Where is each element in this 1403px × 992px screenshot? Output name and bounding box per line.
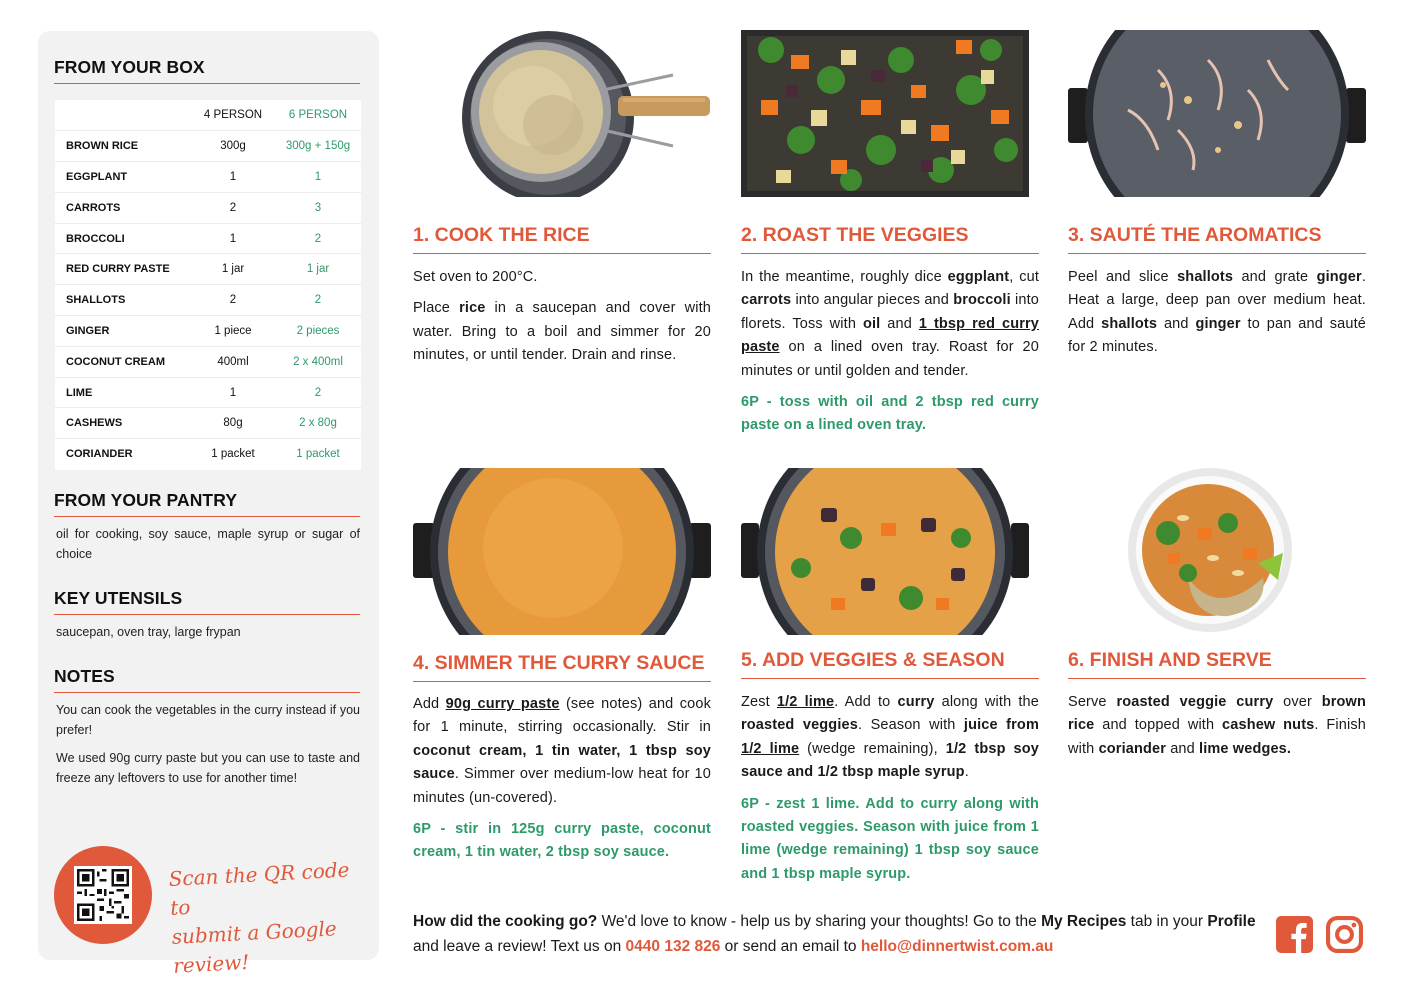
step-1-body (413, 266, 711, 376)
utensils-text: saucepan, oven tray, large frypan (56, 625, 241, 639)
box-title: FROM YOUR BOX (54, 57, 360, 84)
ingredient-qty-4: 80g (191, 408, 275, 439)
ingredient-name: SHALLOTS (55, 285, 191, 316)
step-6-text: Serve roasted veggie curry over brown rice and topped with cashew nuts. Finish with coriander and lime wedges. (1068, 694, 1366, 757)
notes-text-2: We used 90g curry paste but you can use to taste and freeze any leftovers to use for another time! (56, 751, 360, 785)
saute-pan-photo (1068, 30, 1366, 197)
step-2-6p-note: 6P - toss with oil and 2 tbsp red curry paste on a lined oven tray. (741, 394, 1039, 434)
ingredient-row (55, 316, 361, 347)
step-2-title: 2. ROAST THE VEGGIES (741, 224, 1039, 254)
table-header-row (55, 100, 361, 131)
ingredient-qty-4: 1 (191, 377, 275, 408)
step-3-body (1068, 266, 1366, 368)
instagram-icon[interactable] (1326, 916, 1363, 953)
step-6-body (1068, 691, 1366, 769)
ingredient-name: BROWN RICE (55, 131, 191, 162)
email-link[interactable]: hello@dinnertwist.com.au (860, 937, 1054, 955)
ingredient-name: RED CURRY PASTE (55, 254, 191, 285)
step-4-6p-note: 6P - stir in 125g curry paste, coconut cream, 1 tin water, 2 tbsp soy sauce. (413, 821, 711, 861)
pantry-title: FROM YOUR PANTRY (54, 490, 360, 517)
step-1-text: Place rice in a saucepan and cover with water. Bring to a boil and simmer for 20 minutes, or until tender. Drain and rinse. (413, 300, 711, 364)
ingredients-table (55, 100, 361, 470)
ingredient-qty-4: 1 (191, 223, 275, 254)
ingredient-name: LIME (55, 377, 191, 408)
ingredient-row (55, 223, 361, 254)
step-4-text: Add 90g curry paste (see notes) and cook for 1 minute, stirring occasionally. Stir in coconut cream, 1 tin water, 1 tbsp soy sauce. Simmer over medium-low heat for 10 minutes (un-covered). (413, 696, 712, 806)
roast-veggies-photo (741, 30, 1029, 197)
ingredient-row (55, 439, 361, 470)
utensils-title: KEY UTENSILS (54, 588, 360, 615)
qr-code-icon[interactable] (74, 866, 132, 924)
notes-text-1: You can cook the vegetables in the curry instead if you prefer! (56, 703, 360, 737)
ingredient-qty-6: 2 (275, 285, 361, 316)
step-2-body (741, 266, 1039, 446)
step-1-oven: Set oven to 200°C. (413, 269, 538, 285)
ingredient-row (55, 285, 361, 316)
step-2-text: In the meantime, roughly dice eggplant, cut carrots into angular pieces and broccoli into florets. Toss with oil and 1 tbsp red curry paste on a lined oven tray. Roast for 20 minutes or until golden and tender. (741, 269, 1040, 379)
step-5-title: 5. ADD VEGGIES & SEASON (741, 649, 1039, 679)
qr-badge (54, 846, 152, 944)
ingredient-qty-4: 300g (191, 131, 275, 162)
ingredient-row (55, 377, 361, 408)
step-3-text: Peel and slice shallots and grate ginger. Heat a large, deep pan over medium heat. Add shallots and ginger to pan and sauté for 2 minutes. (1068, 269, 1367, 356)
curry-sauce-photo (413, 468, 711, 635)
step-5-6p-note: 6P - zest 1 lime. Add to curry along with roasted veggies. Season with juice from 1 lime (wedge remaining) 1 tbsp soy sauce and 1 tbsp maple syrup. (741, 795, 1039, 882)
step-6-title: 6. FINISH AND SERVE (1068, 649, 1366, 679)
ingredient-row (55, 254, 361, 285)
ingredient-row (55, 346, 361, 377)
facebook-icon[interactable] (1276, 916, 1313, 953)
ingredient-row (55, 192, 361, 223)
step-3-title: 3. SAUTÉ THE AROMATICS (1068, 224, 1366, 254)
ingredient-name: GINGER (55, 316, 191, 347)
ingredient-name: CASHEWS (55, 408, 191, 439)
ingredient-name: BROCCOLI (55, 223, 191, 254)
ingredient-qty-4: 1 (191, 162, 275, 193)
col-4-person: 4 PERSON (191, 100, 275, 131)
ingredient-qty-6: 1 jar (275, 254, 361, 285)
ingredient-qty-4: 1 packet (211, 448, 255, 461)
step-5-body (741, 691, 1039, 894)
ingredient-name: CORIANDER (66, 448, 133, 461)
ingredient-qty-6: 300g + 150g (275, 131, 361, 162)
step-5-text: Zest 1/2 lime. Add to curry along with the roasted veggies. Season with juice from 1/2 lime (wedge remaining), 1/2 tbsp soy sauce and 1/2 tbsp maple syrup. (741, 694, 1039, 781)
ingredient-qty-6: 2 x 80g (275, 408, 361, 439)
ingredient-qty-6: 2 (275, 223, 361, 254)
ingredient-qty-6: 1 packet (296, 448, 340, 461)
qr-caption-line-1: Scan the QR code to (168, 857, 350, 920)
ingredient-qty-4: 2 (191, 192, 275, 223)
ingredient-qty-4: 1 piece (191, 316, 275, 347)
ingredient-qty-6: 2 x 400ml (275, 346, 361, 377)
ingredient-name: EGGPLANT (55, 162, 191, 193)
ingredient-qty-6: 2 (275, 377, 361, 408)
curry-veggies-photo (741, 468, 1029, 635)
finished-bowl-photo (1068, 468, 1366, 635)
col-6-person: 6 PERSON (275, 100, 361, 131)
ingredients-panel (38, 31, 379, 978)
ingredient-qty-6: 1 (275, 162, 361, 193)
ingredient-qty-4: 400ml (191, 346, 275, 377)
qr-caption-line-2: submit a Google review! (171, 916, 338, 978)
notes-title: NOTES (54, 666, 360, 693)
ingredient-row (55, 162, 361, 193)
feedback-footer: How did the cooking go? We'd love to know - help us by sharing your thoughts! Go to the My Recipes tab in your Profile and leave a review! Text us on 0440 132 826 or send an email to hello@dinnertwist.com.au (413, 913, 1256, 955)
ingredient-qty-6: 3 (275, 192, 361, 223)
step-1-title: 1. COOK THE RICE (413, 224, 711, 254)
ingredient-name: COCONUT CREAM (55, 346, 191, 377)
step-4-body (413, 693, 711, 873)
ingredient-qty-4: 2 (191, 285, 275, 316)
qr-caption (168, 855, 374, 981)
ingredient-row (55, 408, 361, 439)
rice-sieve-photo (413, 30, 711, 197)
ingredient-name: CARROTS (55, 192, 191, 223)
footer-question: How did the cooking go? (413, 913, 598, 930)
pantry-text: oil for cooking, soy sauce, maple syrup or sugar of choice (56, 527, 360, 561)
phone-link[interactable]: 0440 132 826 (625, 937, 721, 955)
ingredient-qty-4: 1 jar (191, 254, 275, 285)
ingredient-row (55, 131, 361, 162)
ingredient-qty-6: 2 pieces (275, 316, 361, 347)
step-4-title: 4. SIMMER THE CURRY SAUCE (413, 652, 711, 682)
